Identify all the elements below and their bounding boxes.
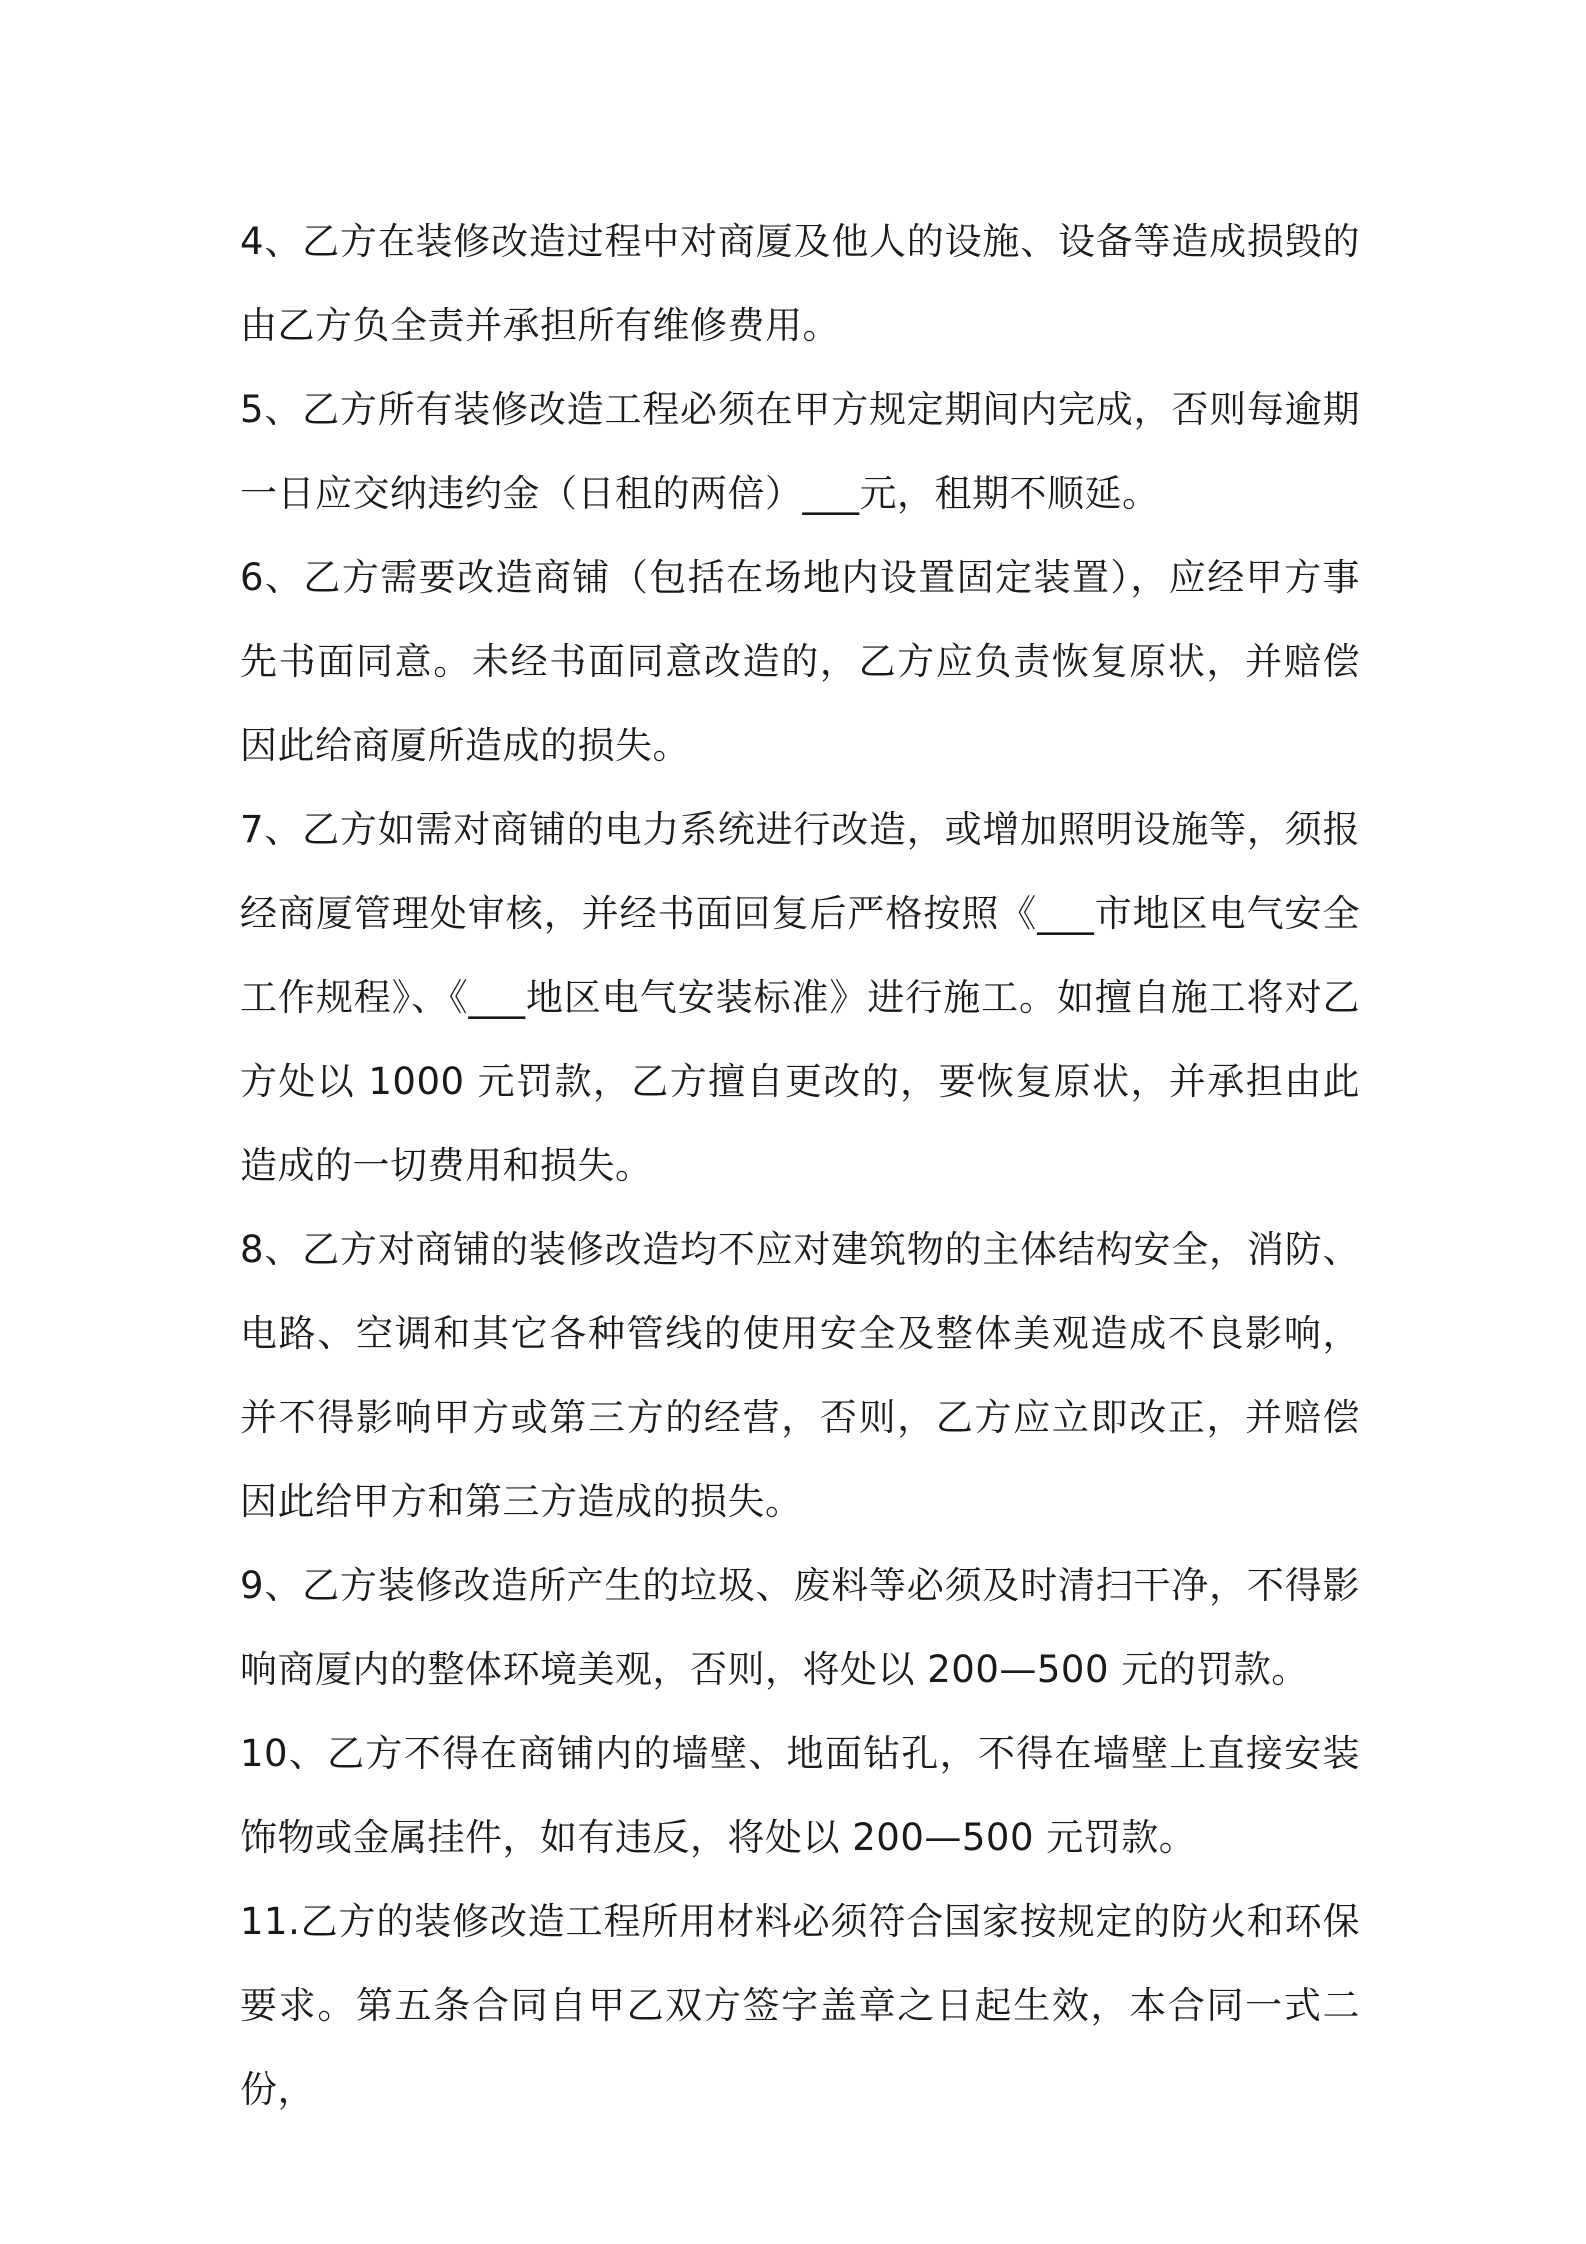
clause-5: 5、乙方所有装修改造工程必须在甲方规定期间内完成，否则每逾期一日应交纳违约金（日租的两倍）___元，租期不顺延。 <box>240 388 1360 515</box>
clause-11: 11.乙方的装修改造工程所用材料必须符合国家按规定的防火和环保要求。第五条合同自甲乙双方签字盖章之日起生效，本合同一式二份， <box>240 1900 1360 2111</box>
document-body <box>240 200 1360 2132</box>
clause-10: 10、乙方不得在商铺内的墙壁、地面钻孔，不得在墙壁上直接安装饰物或金属挂件，如有违反，将处以 200—500 元罚款。 <box>240 1732 1360 1859</box>
clause-8: 8、乙方对商铺的装修改造均不应对建筑物的主体结构安全，消防、电路、空调和其它各种管线的使用安全及整体美观造成不良影响，并不得影响甲方或第三方的经营，否则，乙方应立即改正，并赔偿因此给甲方和第三方造成的损失。 <box>240 1228 1360 1523</box>
clause-9: 9、乙方装修改造所产生的垃圾、废料等必须及时清扫干净，不得影响商厦内的整体环境美观，否则，将处以 200—500 元的罚款。 <box>240 1564 1360 1691</box>
clause-6: 6、乙方需要改造商铺（包括在场地内设置固定装置），应经甲方事先书面同意。未经书面同意改造的，乙方应负责恢复原状，并赔偿因此给商厦所造成的损失。 <box>240 556 1360 767</box>
clause-4: 4、乙方在装修改造过程中对商厦及他人的设施、设备等造成损毁的由乙方负全责并承担所有维修费用。 <box>240 220 1360 347</box>
clause-7: 7、乙方如需对商铺的电力系统进行改造，或增加照明设施等，须报经商厦管理处审核，并经书面回复后严格按照《___市地区电气安全工作规程》、《___地区电气安装标准》进行施工。如擅自施工将对乙方处以 1000 元罚款，乙方擅自更改的，要恢复原状，并承担由此造成的一切费用和损失。 <box>240 808 1360 1187</box>
